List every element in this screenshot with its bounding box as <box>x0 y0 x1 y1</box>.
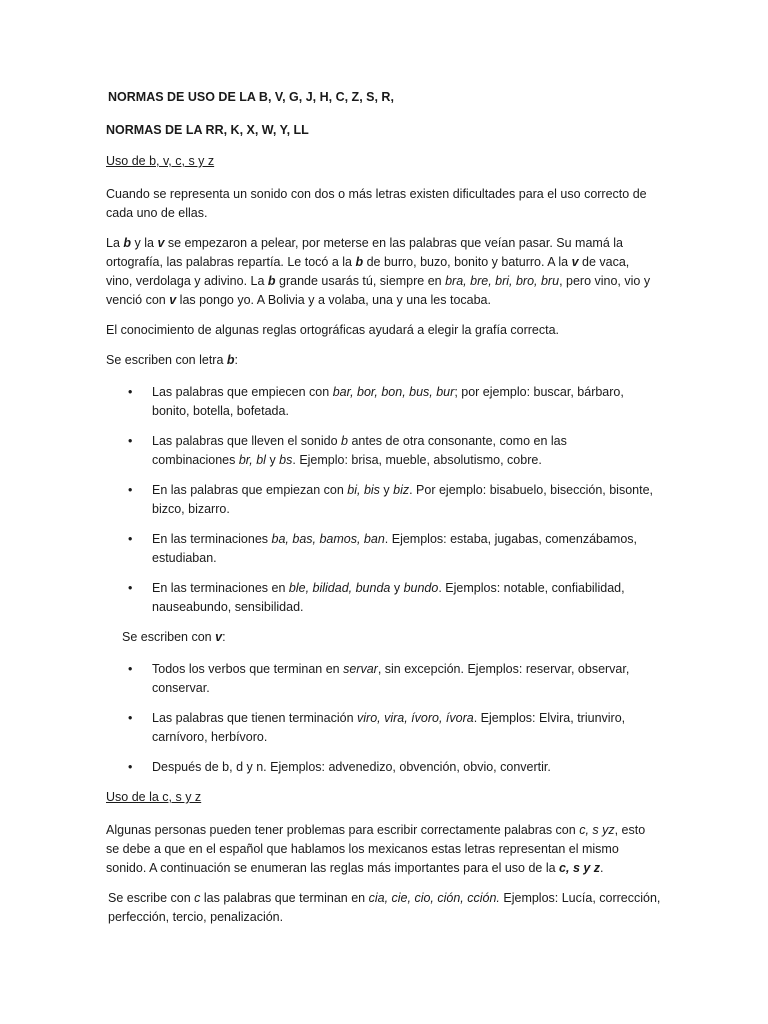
list-item <box>106 579 666 617</box>
verse-text: venció con <box>106 293 170 307</box>
rule-emphasis: bi, bis <box>347 483 380 497</box>
intro-line: Cuando se representa un sonido con dos o más letras existen dificultades para el uso correcto de <box>106 187 647 201</box>
verse-line <box>106 272 666 291</box>
verse-text: La <box>106 236 124 250</box>
c-rule-text: las palabras que terminan en <box>200 891 369 905</box>
document-title-line-1: NORMAS DE USO DE LA B, V, G, J, H, C, Z, S, R, <box>108 90 394 104</box>
b-lead-colon: : <box>234 353 239 367</box>
rule-emphasis: br, bl <box>238 453 266 467</box>
verse-text: vino, verdolaga y adivino. La <box>106 274 268 288</box>
v-lead-text: Se escriben con <box>122 630 216 644</box>
rule-text: ; por ejemplo: buscar, bárbaro, <box>454 385 624 399</box>
rule-text: En las terminaciones en <box>152 581 289 595</box>
rule-text: . Ejemplos: notable, confiabilidad, <box>438 581 625 595</box>
csz-paragraph <box>106 821 666 878</box>
rule-emphasis: bundo <box>403 581 439 595</box>
rule-text: En las terminaciones <box>152 532 272 546</box>
knowledge-paragraph: El conocimiento de algunas reglas ortográficas ayudará a elegir la grafía correcta. <box>106 323 560 337</box>
v-rules-lead <box>122 628 666 647</box>
rule-text: Las palabras que empiecen con <box>152 385 333 399</box>
rule-text: Las palabras que lleven el sonido <box>152 434 342 448</box>
verse-text: las pongo yo. A Bolivia y a volaba, una y una les tocaba. <box>176 293 491 307</box>
csz-text: se debe a que en el español que hablamos los mexicanos estas letras representan el mismo <box>106 842 619 856</box>
c-rule-text: Se escribe con <box>108 891 195 905</box>
b-lead-letter: b <box>226 353 235 367</box>
bullet-icon: • <box>128 385 133 399</box>
intro-paragraph <box>106 185 666 223</box>
list-item <box>106 758 666 777</box>
rule-text: y <box>379 483 394 497</box>
verse-text: de burro, buzo, bonito y baturro. A la <box>363 255 572 269</box>
rule-text: y <box>265 453 280 467</box>
rule-emphasis: ble, bilidad, bunda <box>288 581 391 595</box>
verse-line <box>106 253 666 272</box>
bullet-icon: • <box>128 532 133 546</box>
rule-text: Las palabras que tienen terminación <box>152 711 357 725</box>
b-rules-list <box>106 383 666 617</box>
verse-text: grande usarás tú, siempre en <box>275 274 446 288</box>
section-title-c-s-z: Uso de la c, s y z <box>106 790 202 804</box>
bullet-icon: • <box>128 434 133 448</box>
verse-text: de vaca, <box>578 255 630 269</box>
verse-letter: v <box>157 236 165 250</box>
list-item <box>106 481 666 519</box>
bullet-icon: • <box>128 662 133 676</box>
csz-text: . <box>600 861 604 875</box>
verse-text: se empezaron a pelear, por meterse en las palabras que veían pasar. Su mamá la <box>164 236 623 250</box>
verse-letter: v <box>169 293 177 307</box>
v-rules-list <box>106 660 666 777</box>
rule-text: . Por ejemplo: bisabuelo, bisección, bisonte, <box>409 483 653 497</box>
rule-emphasis: bs <box>279 453 293 467</box>
rule-text: conservar. <box>152 681 210 695</box>
v-lead-letter: v <box>215 630 223 644</box>
rule-text: . Ejemplo: brisa, mueble, absolutismo, cobre. <box>292 453 542 467</box>
rule-text: estudiaban. <box>152 551 217 565</box>
rule-emphasis: viro, vira, ívoro, ívora <box>357 711 474 725</box>
verse-letter: b <box>267 274 276 288</box>
verse-line <box>106 291 666 310</box>
document-title-line-2: NORMAS DE LA RR, K, X, W, Y, LL <box>106 123 309 137</box>
b-lead-text: Se escriben con letra <box>106 353 227 367</box>
rule-text: , sin excepción. Ejemplos: reservar, observar, <box>377 662 630 676</box>
bullet-icon: • <box>128 760 133 774</box>
verse-text: , pero vino, vio y <box>559 274 651 288</box>
rule-text: Todos los verbos que terminan en <box>152 662 344 676</box>
c-rule-text: Ejemplos: Lucía, corrección, <box>499 891 661 905</box>
b-rules-lead <box>106 351 666 370</box>
list-item <box>106 530 666 568</box>
rule-text: bonito, botella, bofetada. <box>152 404 289 418</box>
verse-letter: v <box>571 255 579 269</box>
bullet-icon: • <box>128 483 133 497</box>
rule-text: bizco, bizarro. <box>152 502 230 516</box>
verse-text: ortografía, las palabras repartía. Le tocó a la <box>106 255 356 269</box>
c-rule-letter: c <box>194 891 201 905</box>
rule-text: combinaciones <box>152 453 239 467</box>
list-item <box>106 709 666 747</box>
document-page <box>106 88 666 938</box>
c-rule-paragraph <box>108 889 666 927</box>
list-item <box>106 660 666 698</box>
rule-emphasis: bar, bor, bon, bus, bur <box>332 385 455 399</box>
csz-letters: c, s y z <box>559 861 601 875</box>
rule-text: antes de otra consonante, como en las <box>347 434 567 448</box>
c-rule-text: perfección, tercio, penalización. <box>108 910 284 924</box>
rule-text: nauseabundo, sensibilidad. <box>152 600 304 614</box>
csz-letters: c, s yz <box>579 823 615 837</box>
verse-paragraph <box>106 234 666 310</box>
rule-text: . Ejemplos: Elvira, triunviro, <box>473 711 626 725</box>
verse-letter: b <box>123 236 132 250</box>
rule-emphasis: ba, bas, bamos, ban <box>271 532 385 546</box>
rule-text: carnívoro, herbívoro. <box>152 730 268 744</box>
rule-text: . Ejemplos: estaba, jugabas, comenzábamos, <box>384 532 638 546</box>
c-rule-endings: cia, cie, cio, ción, cción. <box>368 891 500 905</box>
section-title-b-v-c-s-z: Uso de b, v, c, s y z <box>106 154 215 168</box>
rule-emphasis: biz <box>393 483 410 497</box>
rule-text: Después de b, d y n. Ejemplos: advenedizo, obvención, obvio, convertir. <box>152 760 551 774</box>
bullet-icon: • <box>128 711 133 725</box>
rule-emphasis: b <box>341 434 348 448</box>
intro-line: cada uno de ellas. <box>106 206 208 220</box>
rule-text: y <box>390 581 404 595</box>
rule-text: En las palabras que empiezan con <box>152 483 348 497</box>
verse-line <box>106 234 666 253</box>
verse-syllables: bra, bre, bri, bro, bru <box>445 274 560 288</box>
csz-text: Algunas personas pueden tener problemas para escribir correctamente palabras con <box>106 823 580 837</box>
verse-letter: b <box>355 255 364 269</box>
csz-text: sonido. A continuación se enumeran las reglas más importantes para el uso de la <box>106 861 560 875</box>
bullet-icon: • <box>128 581 133 595</box>
rule-emphasis: servar <box>343 662 378 676</box>
csz-text: , esto <box>614 823 646 837</box>
list-item <box>106 432 666 470</box>
list-item <box>106 383 666 421</box>
v-lead-colon: : <box>222 630 226 644</box>
verse-text: y la <box>131 236 158 250</box>
